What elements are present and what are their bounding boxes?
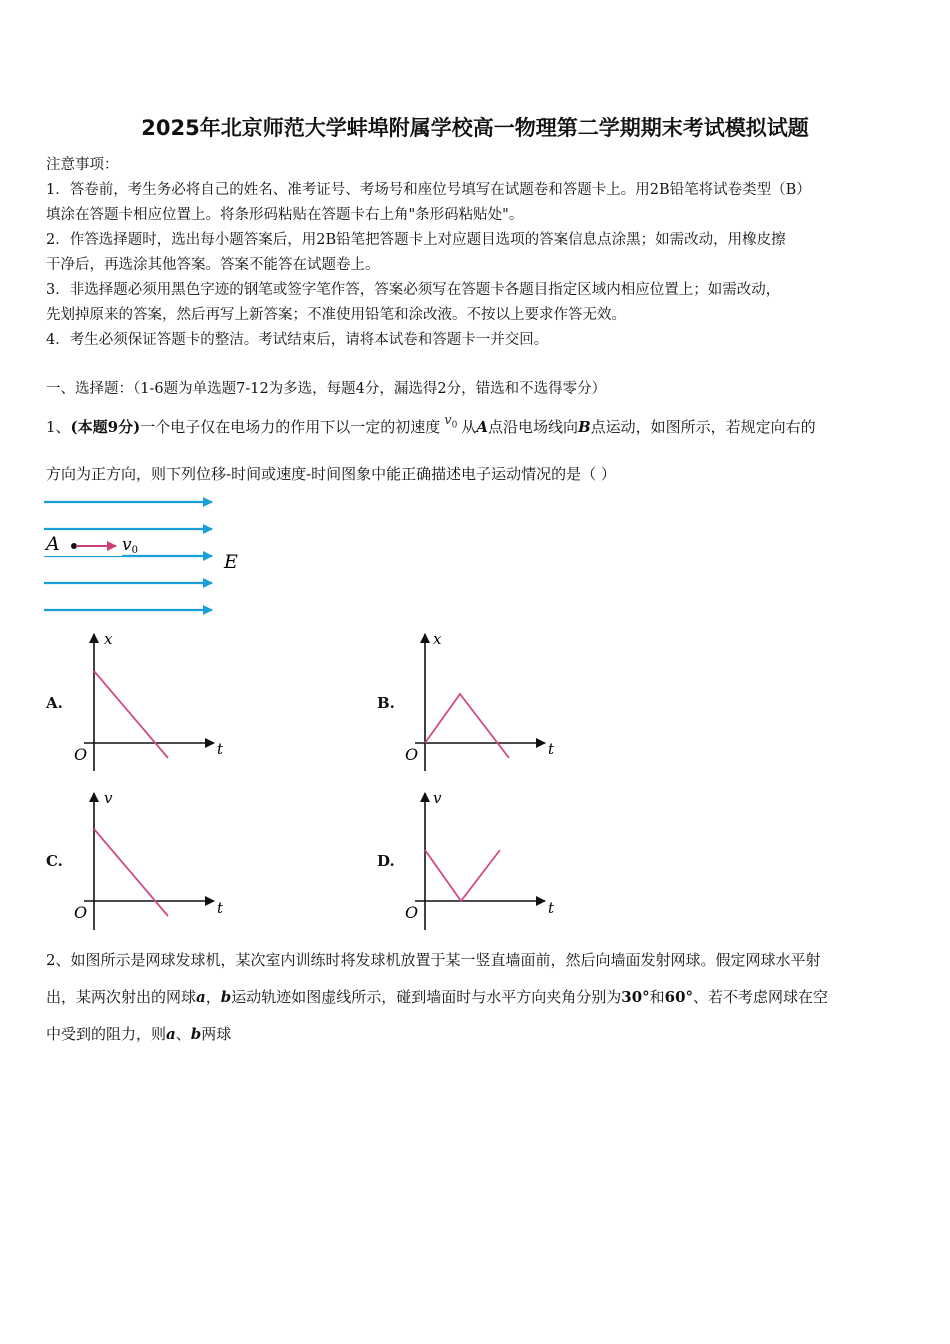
q1-text: 一个电子仅在电场力的作用下以一定的初速度: [140, 418, 441, 436]
notice-line: 先划掉原来的答案，然后再写上新答案；不准使用铅笔和涂改液。不按以上要求作答无效。: [46, 307, 626, 323]
label-e: E: [224, 551, 238, 573]
option-d-graph[interactable]: [401, 787, 571, 937]
point-b: B: [577, 418, 591, 436]
label-v0: v0: [122, 535, 138, 556]
option-a-label[interactable]: A.: [46, 694, 63, 712]
angle-60: 60°: [664, 988, 694, 1006]
page-title: 2025年北京师范大学蚌埠附属学校高一物理第二学期期末考试模拟试题: [141, 116, 809, 140]
origin-label: O: [74, 745, 88, 764]
q2-text: 、若不考虑网球在空: [693, 988, 829, 1006]
q1-line-1: [46, 413, 816, 437]
option-c-graph[interactable]: [70, 787, 240, 937]
notice-heading: 注意事项：: [46, 157, 119, 173]
ball-b: b: [190, 1025, 202, 1043]
q2-text: 运动轨迹如图虚线所示，碰到墙面时与水平方向夹角分别为: [231, 988, 622, 1006]
origin-label: O: [74, 903, 88, 922]
origin-label: O: [405, 903, 419, 922]
v0-sub: 0: [451, 420, 458, 431]
x-label: t: [548, 899, 555, 917]
option-b-label[interactable]: B.: [377, 694, 395, 712]
y-label: v: [433, 789, 442, 807]
notice-line: 填涂在答题卡相应位置上。将条形码粘贴在答题卡右上角"条形码粘贴处"。: [46, 207, 524, 223]
q2-text: 两球: [201, 1025, 232, 1043]
point-a: A: [476, 418, 488, 436]
q2-text: 和: [649, 988, 665, 1006]
q1-line-2: 方向为正方向，则下列位移-时间或速度-时间图象中能正确描述电子运动情况的是（ ）: [46, 465, 616, 483]
x-label: t: [217, 899, 224, 917]
notice-line: 1．答卷前，考生务必将自己的姓名、准考证号、考场号和座位号填写在试题卷和答题卡上。用2B铅笔将试卷类型（B）: [46, 182, 811, 198]
v0-symbol: [444, 413, 458, 431]
q2-text: 出，某两次射出的网球: [46, 988, 197, 1006]
q2-text: 中受到的阻力，则: [46, 1025, 167, 1043]
q2-line-3: [46, 1023, 231, 1044]
option-d-label[interactable]: D.: [377, 852, 395, 870]
option-a-graph[interactable]: [70, 628, 240, 778]
notice-line: 3．非选择题必须用黑色字迹的钢笔或签字笔作答，答案必须写在答题卡各题目指定区域内相应位置上；如需改动，: [46, 282, 781, 298]
graph-line: [94, 671, 168, 758]
label-a: A: [46, 533, 60, 555]
notice-line: 2．作答选择题时，选出每小题答案后，用2B铅笔把答题卡上对应题目选项的答案信息点涂黑；如需改动，用橡皮擦: [46, 232, 786, 248]
q1-prefix: 1、: [46, 418, 71, 436]
y-label: x: [433, 630, 442, 648]
x-label: t: [217, 740, 224, 758]
graph-line: [94, 829, 168, 916]
ball-a: a: [166, 1025, 176, 1043]
origin-label: O: [405, 745, 419, 764]
ball-b: b: [220, 988, 232, 1006]
y-label: x: [104, 630, 113, 648]
q2-text: ，: [205, 988, 221, 1006]
graph-line: [425, 850, 500, 901]
q1-text: 从: [461, 418, 477, 436]
angle-30: 30°: [621, 988, 650, 1006]
q1-score: (本题9分): [70, 418, 141, 436]
option-b-graph[interactable]: [401, 628, 571, 778]
q2-text: 、: [175, 1025, 191, 1043]
q1-text: 点运动，如图所示，若规定向右的: [590, 418, 816, 436]
notice-line: 干净后，再选涂其他答案。答案不能答在试题卷上。: [46, 257, 380, 273]
q2-line-2: [46, 986, 828, 1007]
graph-line: [425, 694, 509, 758]
ball-a: a: [196, 988, 206, 1006]
v0-v: v: [444, 413, 452, 428]
x-label: t: [548, 740, 555, 758]
field-figure: [40, 490, 250, 625]
section-heading: 一、选择题：（1-6题为单选题7-12为多选，每题4分，漏选得2分，错选和不选得零分）: [46, 381, 607, 397]
notice-line: 4．考生必须保证答题卡的整洁。考试结束后，请将本试卷和答题卡一并交回。: [46, 332, 549, 348]
q1-text: 点沿电场线向: [487, 418, 578, 436]
y-label: v: [104, 789, 113, 807]
option-c-label[interactable]: C.: [46, 852, 63, 870]
q2-line-1: 2、如图所示是网球发球机，某次室内训练时将发球机放置于某一竖直墙面前，然后向墙面发射网球。假定网球水平射: [46, 951, 821, 969]
